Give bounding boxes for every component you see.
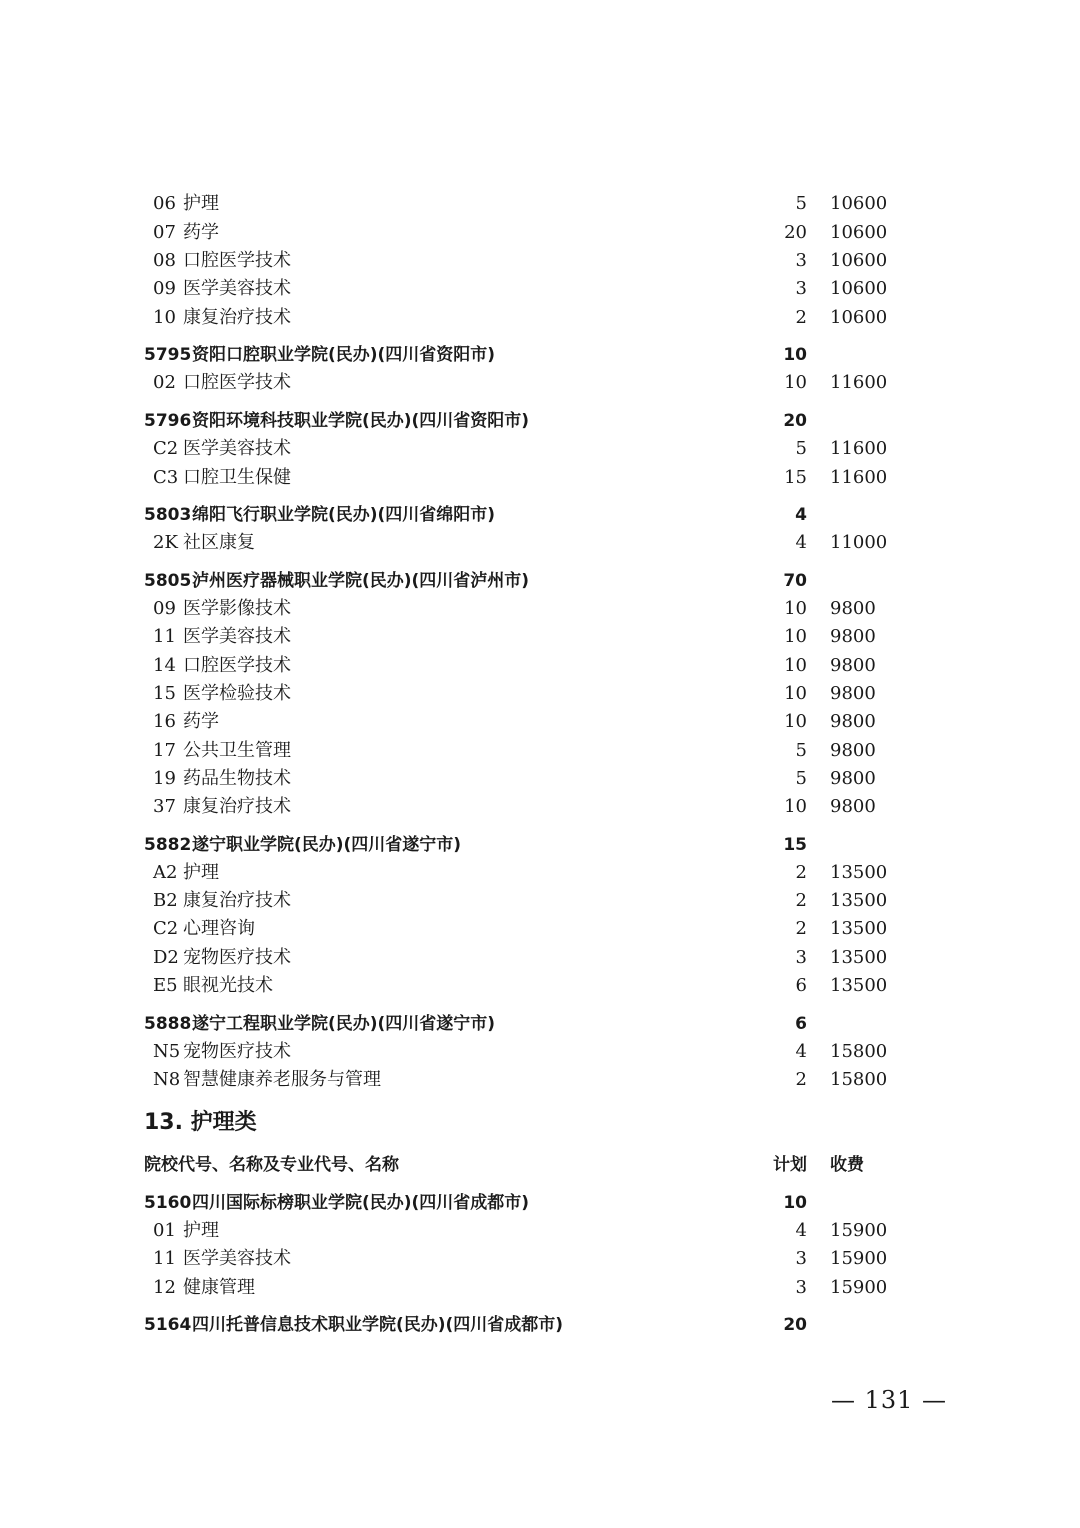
plan-count: 10 xyxy=(784,598,807,619)
major-code: 09 xyxy=(153,278,176,299)
tuition-fee: 15900 xyxy=(830,1220,888,1241)
school-row xyxy=(0,1311,1080,1339)
major-name: 口腔医学技术 xyxy=(183,655,291,676)
plan-count: 15 xyxy=(784,467,807,488)
school-row xyxy=(0,501,1080,529)
school-name: 绵阳飞行职业学院(民办)(四川省绵阳市) xyxy=(192,505,496,525)
school-code: 5160 xyxy=(144,1193,192,1213)
major-name: 康复治疗技术 xyxy=(183,890,291,911)
tuition-fee: 9800 xyxy=(830,768,876,789)
school-name: 资阳口腔职业学院(民办)(四川省资阳市) xyxy=(192,345,496,365)
school-code: 5803 xyxy=(144,505,192,525)
major-row xyxy=(0,275,1080,303)
major-name: 社区康复 xyxy=(183,532,255,553)
tuition-fee: 10600 xyxy=(830,222,888,243)
major-row xyxy=(0,1217,1080,1245)
major-row xyxy=(0,247,1080,275)
plan-count: 2 xyxy=(795,307,807,328)
major-name: 宠物医疗技术 xyxy=(183,947,291,968)
school-code: 5164 xyxy=(144,1315,192,1335)
plan-count: 3 xyxy=(795,1277,807,1298)
section-title: 13. 护理类 xyxy=(144,1110,257,1135)
major-row xyxy=(0,529,1080,557)
plan-count: 5 xyxy=(795,438,807,459)
plan-count: 20 xyxy=(783,1315,807,1335)
major-name: 口腔医学技术 xyxy=(183,250,291,271)
major-row xyxy=(0,623,1080,651)
tuition-fee: 13500 xyxy=(830,975,888,996)
major-name: 智慧健康养老服务与管理 xyxy=(183,1069,381,1090)
major-row xyxy=(0,737,1080,765)
plan-count: 10 xyxy=(784,711,807,732)
plan-count: 10 xyxy=(783,1193,807,1213)
school-code: 5888 xyxy=(144,1014,192,1034)
major-row xyxy=(0,1066,1080,1094)
tuition-fee: 10600 xyxy=(830,193,888,214)
major-name: 康复治疗技术 xyxy=(183,307,291,328)
school-name: 四川托普信息技术职业学院(民办)(四川省成都市) xyxy=(192,1315,564,1335)
school-code: 5795 xyxy=(144,345,192,365)
tuition-fee: 15800 xyxy=(830,1069,888,1090)
major-row xyxy=(0,793,1080,821)
major-name: 护理 xyxy=(183,862,219,883)
plan-count: 5 xyxy=(795,768,807,789)
school-name: 资阳环境科技职业学院(民办)(四川省资阳市) xyxy=(192,411,530,431)
plan-count: 20 xyxy=(783,411,807,431)
plan-count: 3 xyxy=(795,278,807,299)
tuition-fee: 15900 xyxy=(830,1248,888,1269)
tuition-fee: 10600 xyxy=(830,250,888,271)
major-row xyxy=(0,369,1080,397)
school-row xyxy=(0,1010,1080,1038)
tuition-fee: 15800 xyxy=(830,1041,888,1062)
section-heading xyxy=(0,1106,1080,1140)
major-name: 宠物医疗技术 xyxy=(183,1041,291,1062)
page-number: — 131 — xyxy=(830,1386,948,1414)
plan-count: 4 xyxy=(795,532,807,553)
major-row xyxy=(0,1274,1080,1302)
major-code: 16 xyxy=(153,711,176,732)
plan-count: 5 xyxy=(795,193,807,214)
major-code: 12 xyxy=(153,1277,176,1298)
tuition-fee: 9800 xyxy=(830,796,876,817)
plan-count: 15 xyxy=(783,835,807,855)
tuition-fee: 10600 xyxy=(830,278,888,299)
major-code: N8 xyxy=(153,1069,181,1090)
major-code: 10 xyxy=(153,307,176,328)
major-code: 19 xyxy=(153,768,176,789)
major-code: 01 xyxy=(153,1220,176,1241)
major-name: 医学美容技术 xyxy=(183,438,291,459)
tuition-fee: 9800 xyxy=(830,655,876,676)
major-code: 15 xyxy=(153,683,176,704)
tuition-fee: 9800 xyxy=(830,626,876,647)
major-name: 医学美容技术 xyxy=(183,626,291,647)
major-row xyxy=(0,190,1080,218)
plan-count: 3 xyxy=(795,1248,807,1269)
major-code: C2 xyxy=(153,438,179,459)
plan-count: 10 xyxy=(784,683,807,704)
tuition-fee: 9800 xyxy=(830,740,876,761)
major-code: A2 xyxy=(153,862,178,883)
major-name: 心理咨询 xyxy=(183,918,255,939)
major-code: 06 xyxy=(153,193,176,214)
major-code: 08 xyxy=(153,250,176,271)
major-row xyxy=(0,680,1080,708)
plan-count: 6 xyxy=(795,1014,807,1034)
tuition-fee: 9800 xyxy=(830,711,876,732)
major-name: 康复治疗技术 xyxy=(183,796,291,817)
major-row xyxy=(0,464,1080,492)
column-header-plan: 计划 xyxy=(773,1155,807,1175)
school-row xyxy=(0,1189,1080,1217)
tuition-fee: 13500 xyxy=(830,918,888,939)
plan-count: 4 xyxy=(795,1220,807,1241)
major-row xyxy=(0,1245,1080,1273)
tuition-fee: 11000 xyxy=(830,532,888,553)
school-code: 5796 xyxy=(144,411,192,431)
major-name: 药学 xyxy=(183,711,219,732)
major-row xyxy=(0,219,1080,247)
major-code: 09 xyxy=(153,598,176,619)
major-name: 眼视光技术 xyxy=(183,975,273,996)
major-code: C2 xyxy=(153,918,179,939)
tuition-fee: 9800 xyxy=(830,683,876,704)
plan-count: 2 xyxy=(795,1069,807,1090)
plan-count: 3 xyxy=(795,250,807,271)
plan-count: 10 xyxy=(784,796,807,817)
plan-count: 70 xyxy=(783,571,807,591)
major-name: 药学 xyxy=(183,222,219,243)
plan-count: 10 xyxy=(784,655,807,676)
tuition-fee: 13500 xyxy=(830,862,888,883)
plan-count: 2 xyxy=(795,862,807,883)
major-code: C3 xyxy=(153,467,179,488)
school-name: 遂宁职业学院(民办)(四川省遂宁市) xyxy=(192,835,462,855)
major-name: 公共卫生管理 xyxy=(183,740,291,761)
major-name: 医学检验技术 xyxy=(183,683,291,704)
plan-count: 6 xyxy=(795,975,807,996)
plan-count: 20 xyxy=(784,222,807,243)
tuition-fee: 10600 xyxy=(830,307,888,328)
plan-count: 10 xyxy=(784,626,807,647)
major-name: 健康管理 xyxy=(183,1277,255,1298)
plan-count: 4 xyxy=(795,1041,807,1062)
plan-count: 10 xyxy=(784,372,807,393)
major-row xyxy=(0,915,1080,943)
major-row xyxy=(0,972,1080,1000)
major-row xyxy=(0,595,1080,623)
school-name: 遂宁工程职业学院(民办)(四川省遂宁市) xyxy=(192,1014,496,1034)
plan-count: 10 xyxy=(783,345,807,365)
major-code: 17 xyxy=(153,740,176,761)
column-header-name: 院校代号、名称及专业代号、名称 xyxy=(144,1155,399,1175)
major-code: 02 xyxy=(153,372,176,393)
plan-count: 2 xyxy=(795,890,807,911)
column-header-row xyxy=(0,1151,1080,1179)
major-row xyxy=(0,765,1080,793)
tuition-fee: 13500 xyxy=(830,890,888,911)
major-row xyxy=(0,887,1080,915)
major-code: 37 xyxy=(153,796,176,817)
major-code: 11 xyxy=(153,626,176,647)
tuition-fee: 15900 xyxy=(830,1277,888,1298)
major-name: 医学美容技术 xyxy=(183,1248,291,1269)
school-name: 四川国际标榜职业学院(民办)(四川省成都市) xyxy=(192,1193,530,1213)
major-name: 医学影像技术 xyxy=(183,598,291,619)
major-name: 护理 xyxy=(183,193,219,214)
major-name: 口腔卫生保健 xyxy=(183,467,291,488)
school-row xyxy=(0,567,1080,595)
plan-count: 3 xyxy=(795,947,807,968)
major-code: B2 xyxy=(153,890,178,911)
plan-count: 4 xyxy=(795,505,807,525)
school-code: 5805 xyxy=(144,571,192,591)
major-code: 11 xyxy=(153,1248,176,1269)
major-row xyxy=(0,304,1080,332)
major-code: D2 xyxy=(153,947,179,968)
plan-count: 2 xyxy=(795,918,807,939)
major-code: 07 xyxy=(153,222,176,243)
major-row xyxy=(0,435,1080,463)
major-row xyxy=(0,652,1080,680)
tuition-fee: 11600 xyxy=(830,372,888,393)
school-row xyxy=(0,831,1080,859)
school-name: 泸州医疗器械职业学院(民办)(四川省泸州市) xyxy=(192,571,530,591)
tuition-fee: 9800 xyxy=(830,598,876,619)
major-row xyxy=(0,1038,1080,1066)
tuition-fee: 13500 xyxy=(830,947,888,968)
school-code: 5882 xyxy=(144,835,192,855)
major-name: 药品生物技术 xyxy=(183,768,291,789)
major-code: 14 xyxy=(153,655,176,676)
major-row xyxy=(0,944,1080,972)
major-code: 2K xyxy=(153,532,178,553)
school-row xyxy=(0,341,1080,369)
school-row xyxy=(0,407,1080,435)
major-name: 护理 xyxy=(183,1220,219,1241)
major-code: N5 xyxy=(153,1041,181,1062)
tuition-fee: 11600 xyxy=(830,438,888,459)
major-name: 医学美容技术 xyxy=(183,278,291,299)
tuition-fee: 11600 xyxy=(830,467,888,488)
major-name: 口腔医学技术 xyxy=(183,372,291,393)
major-row xyxy=(0,708,1080,736)
column-header-fee: 收费 xyxy=(830,1155,864,1175)
plan-count: 5 xyxy=(795,740,807,761)
major-code: E5 xyxy=(153,975,178,996)
major-row xyxy=(0,859,1080,887)
